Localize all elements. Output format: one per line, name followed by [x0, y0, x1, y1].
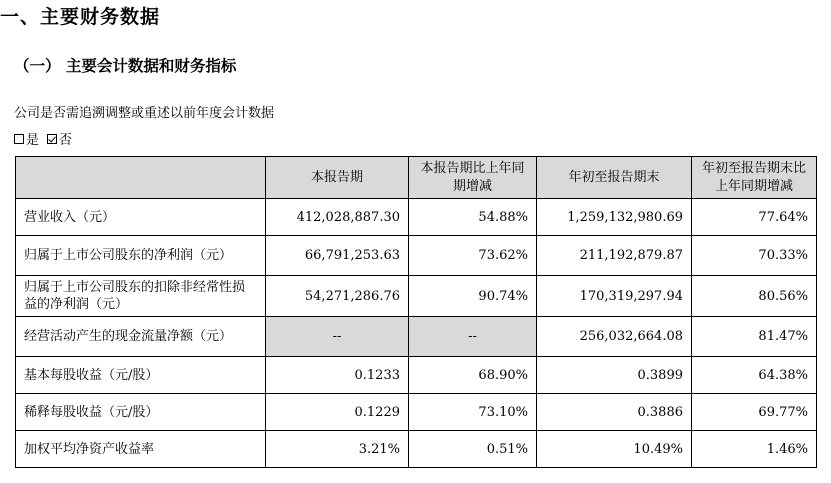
cell-value: --: [266, 317, 409, 357]
cell-value: 54.88%: [409, 199, 537, 236]
cell-value: 1.46%: [692, 431, 817, 468]
cell-value: 3.21%: [266, 431, 409, 468]
cell-value: 10.49%: [537, 431, 692, 468]
table-row: [16, 199, 817, 236]
section-heading: 一、主要财务数据: [0, 6, 161, 28]
row-label: 归属于上市公司股东的净利润（元）: [16, 236, 266, 276]
row-label: 加权平均净资产收益率: [16, 431, 266, 468]
header-ytd-change: 年初至报告期末比上年同期增减: [692, 157, 817, 199]
cell-value: 0.51%: [409, 431, 537, 468]
cell-value: 256,032,664.08: [537, 317, 692, 357]
option-yes[interactable]: [14, 129, 39, 148]
checked-box-icon[interactable]: [47, 134, 57, 144]
table-row: [16, 317, 817, 357]
table-row: [16, 431, 817, 468]
header-ytd: 年初至报告期末: [537, 157, 692, 199]
cell-value: 0.1229: [266, 394, 409, 431]
table-row: [16, 236, 817, 276]
cell-value: 0.3899: [537, 357, 692, 394]
table-row: [16, 394, 817, 431]
table-header-row: [16, 157, 817, 199]
cell-value: 211,192,879.87: [537, 236, 692, 276]
cell-value: 1,259,132,980.69: [537, 199, 692, 236]
cell-value: 68.90%: [409, 357, 537, 394]
row-label: 归属于上市公司股东的扣除非经常性损益的净利润（元）: [16, 276, 266, 317]
cell-value: --: [409, 317, 537, 357]
cell-value: 170,319,297.94: [537, 276, 692, 317]
cell-value: 64.38%: [692, 357, 817, 394]
cell-value: 73.10%: [409, 394, 537, 431]
row-label: 营业收入（元）: [16, 199, 266, 236]
cell-value: 412,028,887.30: [266, 199, 409, 236]
header-current-period: 本报告期: [266, 157, 409, 199]
cell-value: 0.1233: [266, 357, 409, 394]
cell-value: 69.77%: [692, 394, 817, 431]
restatement-options: [14, 129, 80, 148]
table-row: [16, 357, 817, 394]
cell-value: 81.47%: [692, 317, 817, 357]
option-no[interactable]: [47, 129, 72, 148]
subsection-heading: （一） 主要会计数据和财务指标: [14, 57, 237, 75]
cell-value: 80.56%: [692, 276, 817, 317]
row-label: 稀释每股收益（元/股）: [16, 394, 266, 431]
option-yes-label: 是: [26, 133, 40, 148]
cell-value: 70.33%: [692, 236, 817, 276]
cell-value: 90.74%: [409, 276, 537, 317]
cell-value: 73.62%: [409, 236, 537, 276]
cell-value: 66,791,253.63: [266, 236, 409, 276]
financial-indicators-table: [15, 156, 817, 468]
table-row: [16, 276, 817, 317]
header-blank: [16, 157, 266, 199]
restatement-question: 公司是否需追溯调整或重述以前年度会计数据: [14, 106, 275, 121]
unchecked-box-icon[interactable]: [14, 134, 24, 144]
row-label: 经营活动产生的现金流量净额（元）: [16, 317, 266, 357]
cell-value: 54,271,286.76: [266, 276, 409, 317]
option-no-label: 否: [59, 133, 73, 148]
header-current-period-change: 本报告期比上年同期增减: [409, 157, 537, 199]
row-label: 基本每股收益（元/股）: [16, 357, 266, 394]
cell-value: 0.3886: [537, 394, 692, 431]
cell-value: 77.64%: [692, 199, 817, 236]
